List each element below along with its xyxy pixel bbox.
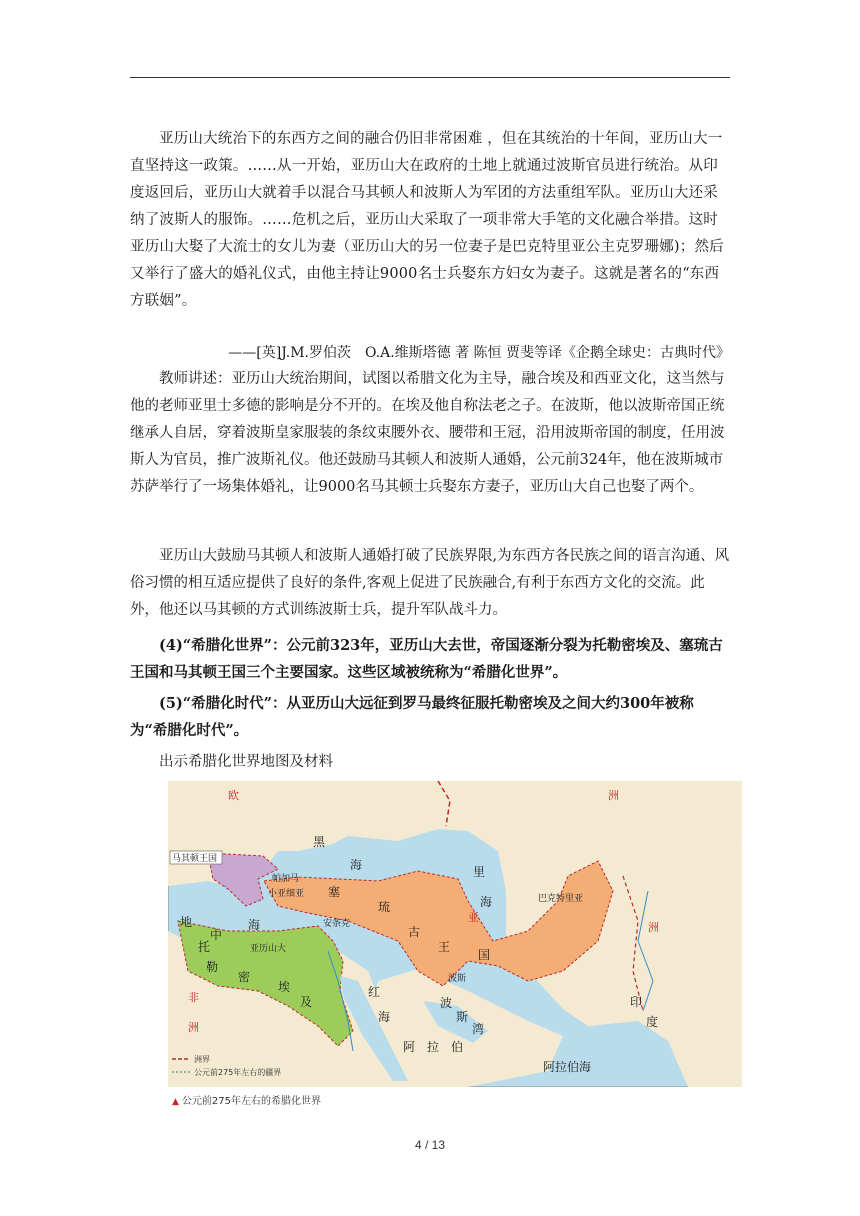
label-india: 印 <box>630 995 643 1009</box>
map-caption <box>172 1092 321 1107</box>
point-4-block <box>130 632 730 686</box>
header-rule <box>130 77 730 78</box>
analysis-block <box>130 543 730 624</box>
label-mediterranean-2: 中 <box>210 928 223 942</box>
teacher-block <box>130 366 730 501</box>
map-intro-block <box>130 749 730 776</box>
label-arabia: 阿 拉 伯 <box>403 1040 464 1054</box>
label-asia-1: 亚 <box>468 911 479 924</box>
triangle-icon: ▲ <box>172 1097 179 1107</box>
map-caption-text: 公元前275年左右的希腊化世界 <box>181 1096 322 1107</box>
quote-block <box>130 126 730 315</box>
label-arabian-sea: 阿拉伯海 <box>543 1060 592 1074</box>
map-intro: 出示希腊化世界地图及材料 <box>159 754 333 770</box>
label-persia: 波斯 <box>448 974 467 984</box>
hellenistic-map <box>168 781 742 1087</box>
label-mediterranean-3: 海 <box>248 918 261 932</box>
label-ptolemy-1: 托 <box>198 940 211 954</box>
label-india-2: 度 <box>646 1015 659 1029</box>
label-bactria: 巴克特里亚 <box>538 894 584 904</box>
label-red-sea-1: 红 <box>368 985 381 999</box>
label-gulf-1: 波 <box>440 996 453 1010</box>
label-ptolemy-4: 埃 <box>278 980 291 994</box>
label-gulf-3: 湾 <box>472 1022 485 1036</box>
label-caspian-2: 海 <box>480 895 493 909</box>
label-ptolemy-5: 及 <box>300 995 313 1009</box>
point-5: (5)“希腊化时代”：从亚历山大远征到罗马最终征服托勒密埃及之间大约300年被称为“希腊化时代”。 <box>130 695 694 739</box>
label-asia-2: 洲 <box>648 921 659 934</box>
point-4: (4)“希腊化世界”：公元前323年，亚历山大去世，帝国逐渐分裂为托勒密埃及、塞琉古王国和马其顿王国三个主要国家。这些区域被统称为“希腊化世界”。 <box>130 637 723 681</box>
legend-continent-border: 洲界 <box>194 1055 210 1064</box>
label-africa-2: 洲 <box>188 1021 199 1034</box>
label-gulf-2: 斯 <box>456 1010 469 1024</box>
label-alexandria: 亚历山大 <box>250 944 287 954</box>
map-svg <box>168 781 742 1087</box>
label-seleucid-3: 古 <box>408 925 421 939</box>
quote-source: ——[英]J.M.罗伯茨 O.A.维斯塔德 著 陈恒 贾斐等译《企鹅全球史：古典时代》 <box>228 345 730 361</box>
label-pergamon: 帕加马 <box>272 874 300 884</box>
label-ptolemy-2: 勒 <box>206 960 219 974</box>
label-antioch: 安条克 <box>323 919 351 929</box>
label-africa-1: 非 <box>188 991 199 1004</box>
label-asia-minor: 小亚细亚 <box>268 889 305 899</box>
analysis-paragraph: 亚历山大鼓励马其顿人和波斯人通婚打破了民族界限,为东西方各民族之间的语言沟通、风俗习惯的相互适应提供了良好的条件,客观上促进了民族融合,有利于东西方文化的交流。此外，他还以马其顿的方式训练波斯士兵，提升军队战斗力。 <box>130 548 730 618</box>
label-seleucid-1: 塞 <box>328 885 341 899</box>
label-black-sea-1: 黑 <box>313 835 326 849</box>
label-black-sea-2: 海 <box>350 858 363 872</box>
label-europe-1: 欧 <box>228 789 239 802</box>
label-seleucid-2: 琉 <box>378 900 391 914</box>
legend-kingdom-border: 公元前275年左右的疆界 <box>194 1068 282 1077</box>
label-seleucid-5: 国 <box>478 948 491 962</box>
label-caspian-1: 里 <box>473 865 486 879</box>
label-europe-2: 洲 <box>608 789 619 802</box>
quote-paragraph: 亚历山大统治下的东西方之间的融合仍旧非常困难 ，但在其统治的十年间，亚历山大一直坚持这一政策。……从一开始，亚历山大在政府的土地上就通过波斯官员进行统治。从印度返回后，亚历山大就着手以混合马其顿人和波斯人为军团的方法重组军队。亚历山大还采纳了波斯人的服饰。……危机之后，亚历山大采取了一项非常大手笔的文化融合举措。这时亚历山大娶了大流士的女儿为妻（亚历山大的另一位妻子是巴克特里亚公主克罗珊娜)；然后又举行了盛大的婚礼仪式，由他主持让9000名士兵娶东方妇女为妻子。这就是著名的“东西方联姻”。 <box>130 131 724 309</box>
label-seleucid-4: 王 <box>438 940 451 954</box>
teacher-paragraph: 教师讲述：亚历山大统治期间，试图以希腊文化为主导，融合埃及和西亚文化，这当然与他的老师亚里士多德的影响是分不开的。在埃及他自称法老之子。在波斯，他以波斯帝国正统继承人自居，穿着波斯皇家服装的条纹束腰外衣、腰带和王冠，沿用波斯帝国的制度，任用波斯人为官员，推广波斯礼仪。他还鼓励马其顿人和波斯人通婚，公元前324年，他在波斯城市苏萨举行了一场集体婚礼，让9000名马其顿士兵娶东方妻子，亚历山大自己也娶了两个。 <box>130 371 725 495</box>
label-ptolemy-3: 密 <box>238 970 251 984</box>
point-5-block <box>130 690 730 744</box>
label-red-sea-2: 海 <box>378 1010 391 1024</box>
page-number: 4 / 13 <box>414 1138 446 1152</box>
label-macedonia: 马其顿王国 <box>172 854 218 864</box>
label-mediterranean-1: 地 <box>180 915 193 929</box>
